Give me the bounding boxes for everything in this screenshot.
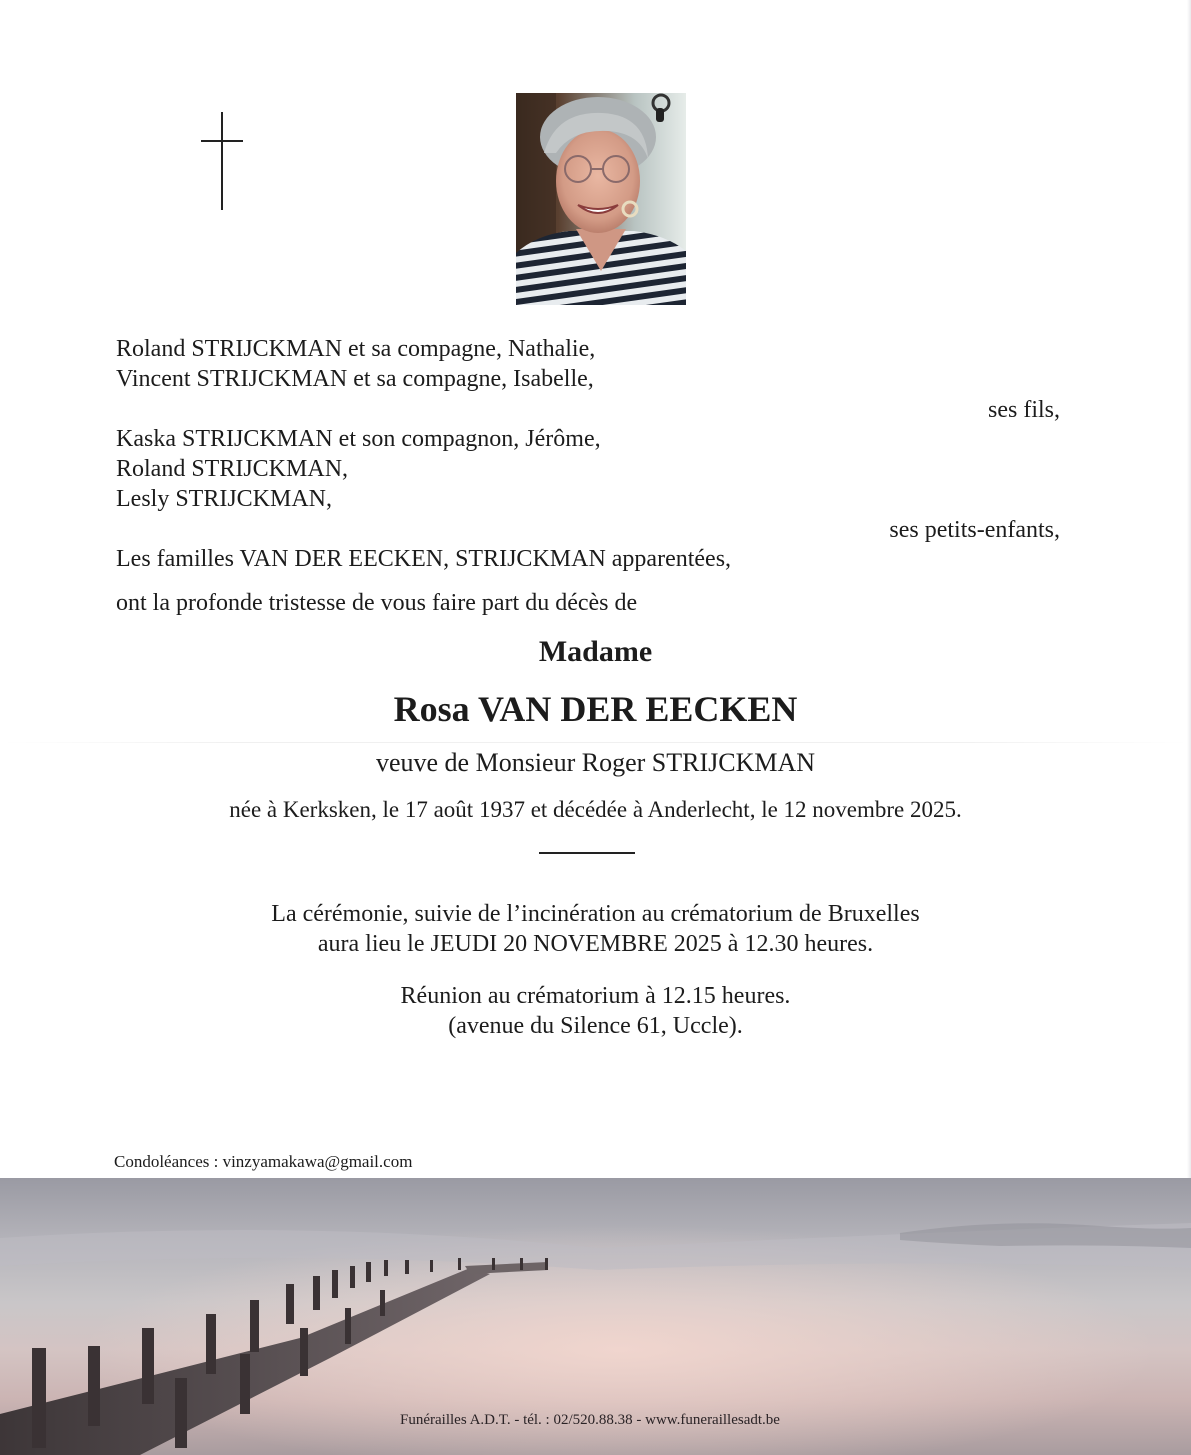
announcement: ont la profonde tristesse de vous faire part du décès de [116,590,638,616]
funeral-home-footer: Funérailles A.D.T. - tél. : 02/520.88.38 - www.funeraillesadt.be [400,1412,780,1428]
cross-icon [201,112,243,210]
meeting-time: Réunion au crématorium à 12.15 heures. [400,983,791,1009]
deceased-title: Madame [538,635,653,668]
condolences: Condoléances : vinzyamakawa@gmail.com [114,1152,413,1171]
deceased-name: Rosa VAN DER EECKEN [393,689,798,729]
son-2: Vincent STRIJCKMAN et sa compagne, Isabelle, [116,366,594,392]
birth-death-dates: née à Kerksken, le 17 août 1937 et décédée à Anderlecht, le 12 novembre 2025. [229,797,962,822]
grandchild-2: Roland STRIJCKMAN, [116,456,349,482]
ceremony-line-1: La cérémonie, suivie de l’incinération au crématorium de Bruxelles [271,901,920,927]
portrait-photo [516,93,686,305]
sons-label: ses fils, [988,397,1060,423]
divider [539,852,635,854]
crematorium-address: (avenue du Silence 61, Uccle). [448,1013,743,1039]
son-1: Roland STRIJCKMAN et sa compagne, Nathalie, [116,336,596,362]
fold-line [0,742,1191,743]
grandchild-3: Lesly STRIJCKMAN, [116,486,333,512]
widow-of: veuve de Monsieur Roger STRIJCKMAN [375,748,816,777]
families-line: Les familles VAN DER EECKEN, STRIJCKMAN apparentées, [116,546,732,572]
grandchild-1: Kaska STRIJCKMAN et son compagnon, Jérôme, [116,426,601,452]
ceremony-line-2: aura lieu le JEUDI 20 NOVEMBRE 2025 à 12.30 heures. [317,931,874,957]
grandchildren-label: ses petits-enfants, [889,517,1060,543]
